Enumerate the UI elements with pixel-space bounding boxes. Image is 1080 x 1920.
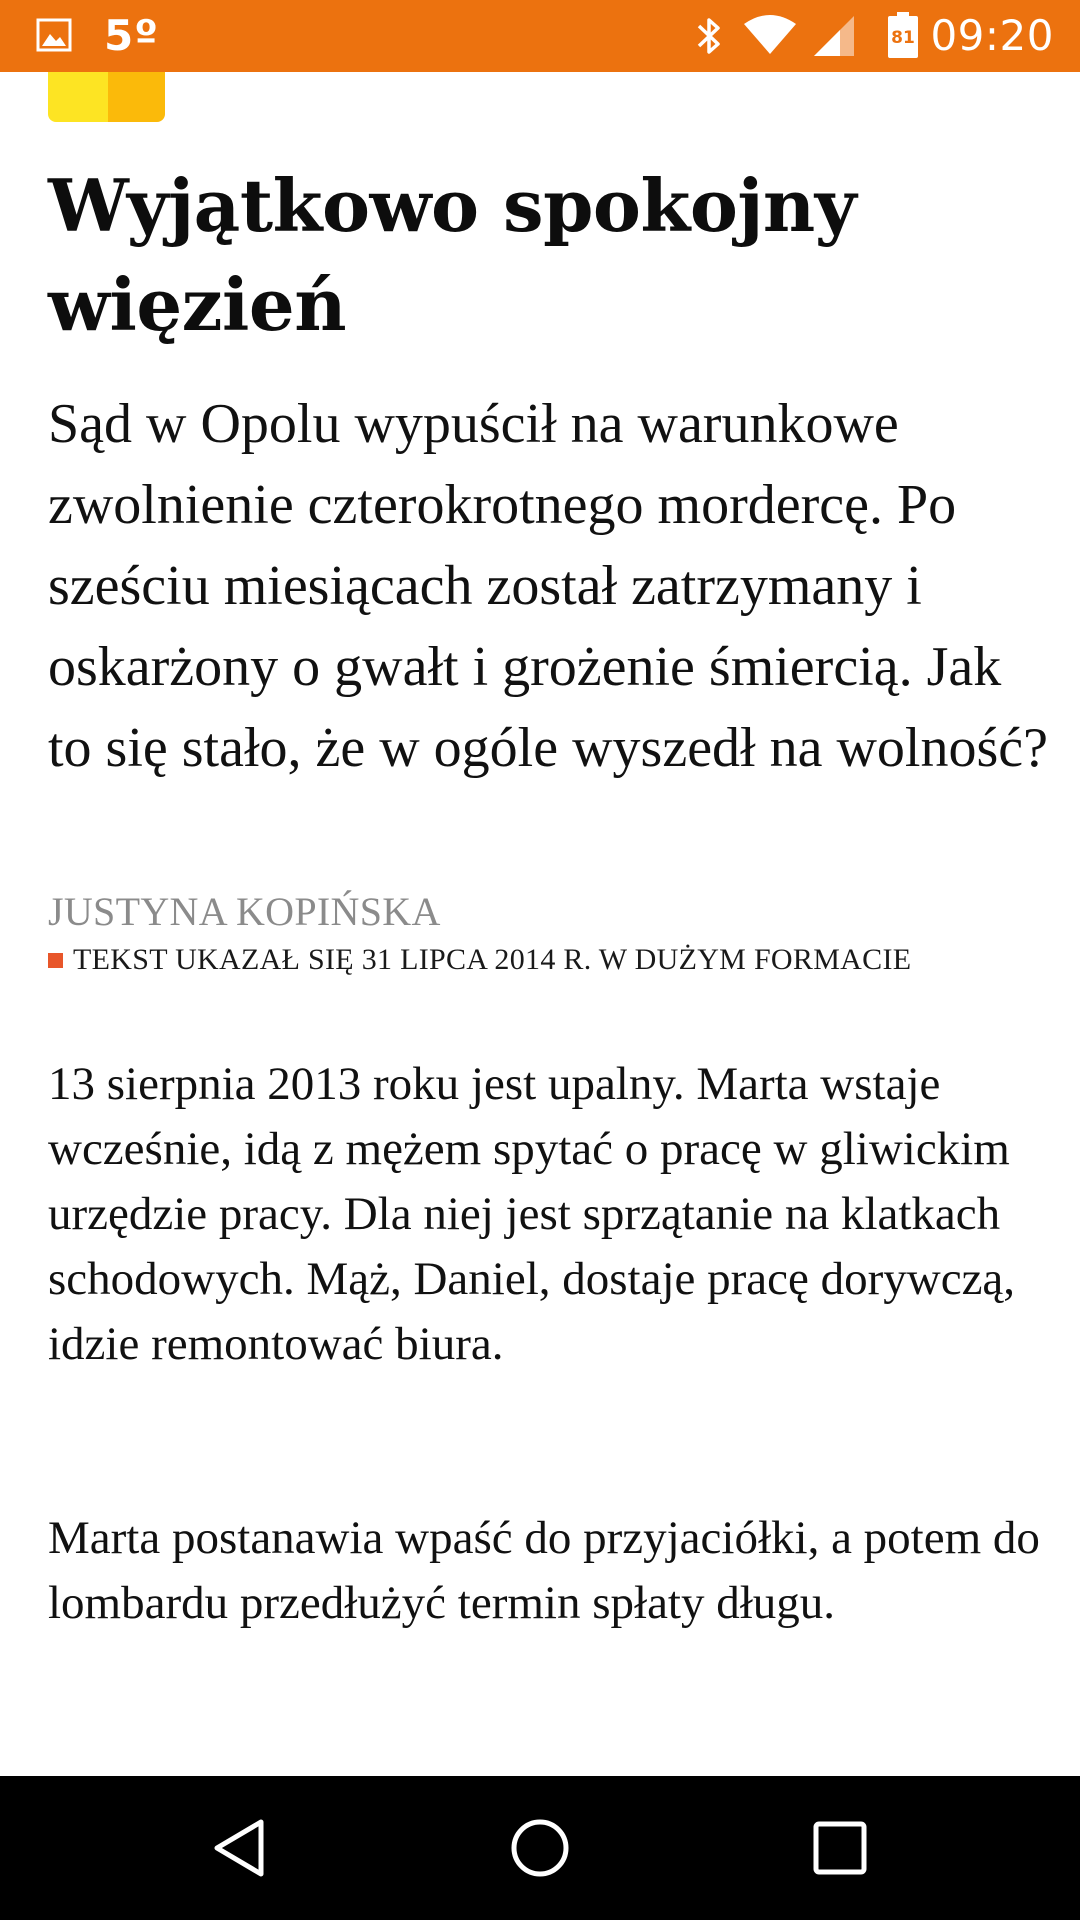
recents-icon[interactable] xyxy=(804,1812,876,1884)
battery-icon xyxy=(888,12,918,58)
wifi-icon xyxy=(742,14,798,56)
clock-text: 09:20 xyxy=(930,11,1054,60)
logo-left-half xyxy=(48,72,108,122)
publication-note-text: TEKST UKAZAŁ SIĘ 31 LIPCA 2014 R. W DUŻYM FORMACIE xyxy=(73,943,912,976)
article-lead: Sąd w Opolu wypuścił na warunkowe zwolnienie czterokrotnego mordercę. Po sześciu miesiącach został zatrzymany i oskarżony o gwałt i grożenie śmiercią. Jak to się stało, że w ogóle wyszedł na wolność? xyxy=(48,393,1048,779)
article-author: JUSTYNA KOPIŃSKA xyxy=(48,889,441,934)
navigation-bar xyxy=(0,1776,1080,1920)
home-icon[interactable] xyxy=(504,1812,576,1884)
accent-marker-icon xyxy=(48,953,63,968)
cell-signal-icon xyxy=(810,14,856,58)
back-icon[interactable] xyxy=(205,1812,277,1884)
gallery-icon xyxy=(36,18,72,52)
battery-level-text: 81 xyxy=(891,28,915,48)
publication-note xyxy=(48,942,911,978)
status-bar xyxy=(0,0,1080,72)
article-paragraph: Marta postanawia wpaść do przyjaciółki, a potem do lombardu przedłużyć termin spłaty długu. xyxy=(48,1512,1040,1629)
publication-logo[interactable] xyxy=(48,72,165,122)
temperature-text: 5º xyxy=(104,11,159,60)
article-paragraph: 13 sierpnia 2013 roku jest upalny. Marta wstaje wcześnie, idą z mężem spytać o pracę w gliwickim urzędzie pracy. Dla niej jest sprzątanie na klatkach schodowych. Mąż, Daniel, dostaje pracę dorywczą, idzie remontować biura. xyxy=(48,1058,1016,1370)
bluetooth-icon xyxy=(694,14,724,58)
article-headline: Wyjątkowo spokojny więzień xyxy=(48,163,857,347)
logo-right-half xyxy=(108,72,165,122)
